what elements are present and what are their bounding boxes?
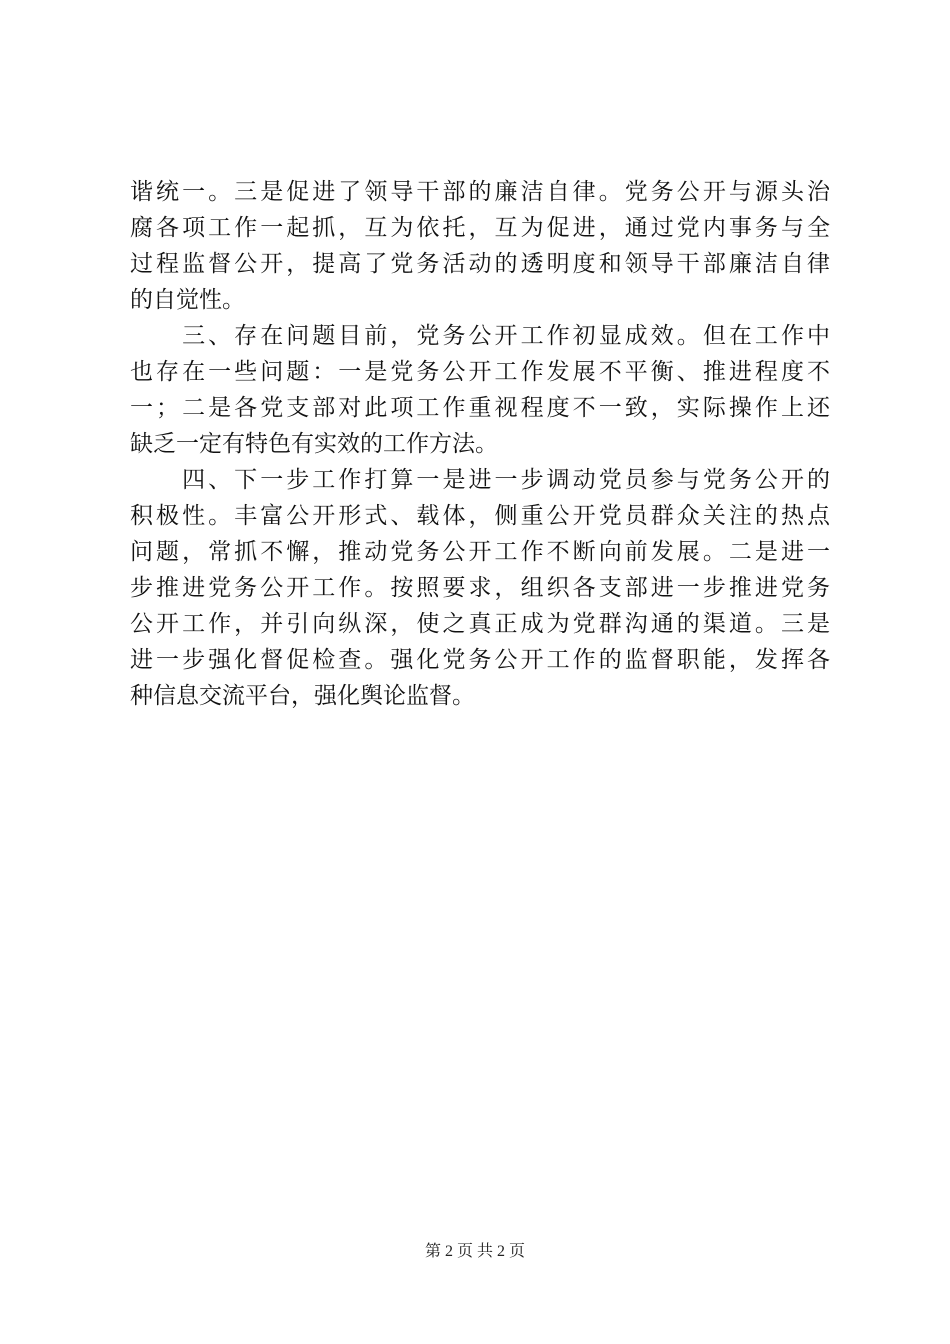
text-line: 四、下一步工作打算一是进一步调动党员参与党务公开的 [130, 467, 830, 493]
text-line: 缺乏一定有特色有实效的工作方法。 [130, 431, 498, 457]
text-line: 腐各项工作一起抓，互为依托，互为促进，通过党内事务与全 [130, 215, 830, 241]
text-line: 过程监督公开，提高了党务活动的透明度和领导干部廉洁自律 [130, 251, 830, 277]
text-line: 问题，常抓不懈，推动党务公开工作不断向前发展。二是进一 [130, 539, 830, 565]
text-line: 的自觉性。 [130, 287, 245, 313]
text-line: 进一步强化督促检查。强化党务公开工作的监督职能，发挥各 [130, 647, 830, 673]
text-line: 一；二是各党支部对此项工作重视程度不一致，实际操作上还 [130, 395, 830, 421]
text-line: 公开工作，并引向纵深，使之真正成为党群沟通的渠道。三是 [130, 611, 830, 637]
page-number-footer: 第 2 页 共 2 页 [424, 1243, 525, 1260]
text-line: 也存在一些问题：一是党务公开工作发展不平衡、推进程度不 [130, 359, 830, 385]
text-line: 三、存在问题目前，党务公开工作初显成效。但在工作中 [130, 323, 830, 349]
text-line: 谐统一。三是促进了领导干部的廉洁自律。党务公开与源头治 [130, 179, 830, 205]
text-line: 种信息交流平台，强化舆论监督。 [130, 683, 475, 709]
document-body [130, 174, 830, 714]
text-line: 步推进党务公开工作。按照要求，组织各支部进一步推进党务 [130, 575, 830, 601]
text-line: 积极性。丰富公开形式、载体，侧重公开党员群众关注的热点 [130, 503, 830, 529]
